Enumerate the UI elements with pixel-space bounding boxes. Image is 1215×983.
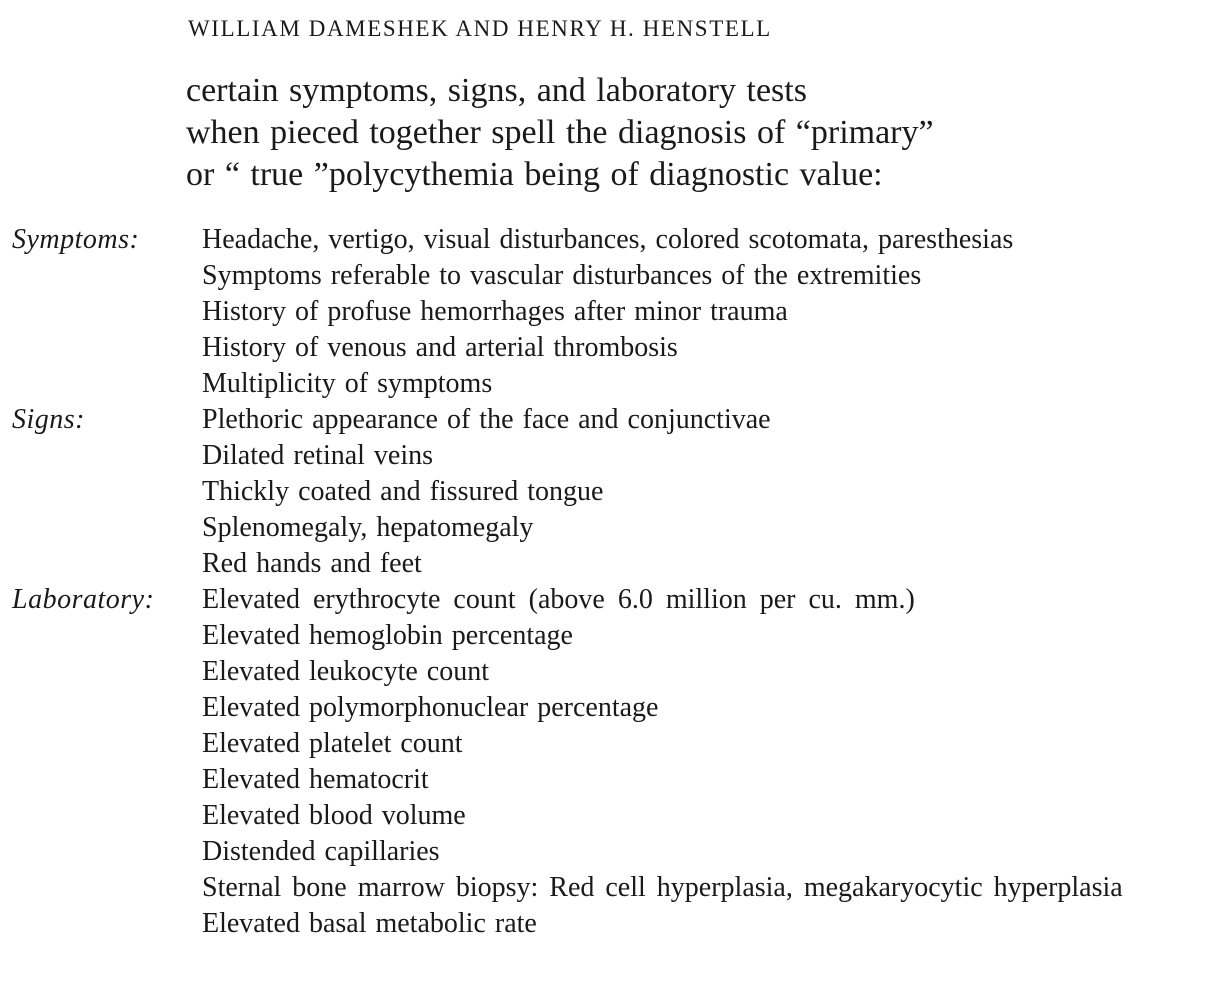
list-item: Symptoms referable to vascular disturbances of the extremities bbox=[202, 260, 922, 291]
intro-paragraph bbox=[186, 70, 1086, 196]
list-item: Splenomegaly, hepatomegaly bbox=[202, 512, 534, 543]
list-item: Thickly coated and fissured tongue bbox=[202, 476, 604, 507]
section-label-laboratory: Laboratory: bbox=[12, 584, 155, 615]
list-item: Elevated leukocyte count bbox=[202, 656, 489, 687]
list-item: Elevated erythrocyte count (above 6.0 million per cu. mm.) bbox=[202, 584, 915, 615]
list-item: Headache, vertigo, visual disturbances, colored scotomata, paresthesias bbox=[202, 224, 1014, 255]
list-item: Dilated retinal veins bbox=[202, 440, 434, 471]
section-label-symptoms: Symptoms: bbox=[12, 224, 140, 255]
running-head: WILLIAM DAMESHEK AND HENRY H. HENSTELL bbox=[188, 16, 772, 41]
list-item: Elevated hematocrit bbox=[202, 764, 429, 795]
list-item: Multiplicity of symptoms bbox=[202, 368, 493, 399]
list-item: Distended capillaries bbox=[202, 836, 440, 867]
list-item: Elevated platelet count bbox=[202, 728, 463, 759]
list-item: Elevated blood volume bbox=[202, 800, 466, 831]
list-item: History of venous and arterial thrombosis bbox=[202, 332, 678, 363]
section-laboratory bbox=[12, 582, 1207, 942]
list-item: Elevated polymorphonuclear percentage bbox=[202, 692, 659, 723]
intro-line: certain symptoms, signs, and laboratory tests bbox=[186, 72, 807, 109]
list-item: Elevated hemoglobin percentage bbox=[202, 620, 573, 651]
section-symptoms bbox=[12, 222, 1207, 402]
section-signs bbox=[12, 402, 1207, 582]
list-item: Red hands and feet bbox=[202, 548, 422, 579]
section-label-signs: Signs: bbox=[12, 404, 85, 435]
intro-line: or “ true ”polycythemia being of diagnostic value: bbox=[186, 156, 883, 193]
intro-line: when pieced together spell the diagnosis of “primary” bbox=[186, 114, 934, 151]
list-item: History of profuse hemorrhages after minor trauma bbox=[202, 296, 788, 327]
diagnostic-criteria-list bbox=[12, 222, 1207, 942]
list-item: Sternal bone marrow biopsy: Red cell hyperplasia, megakaryocytic hyperplasia bbox=[202, 872, 1123, 903]
list-item: Elevated basal metabolic rate bbox=[202, 908, 537, 939]
list-item: Plethoric appearance of the face and conjunctivae bbox=[202, 404, 771, 435]
